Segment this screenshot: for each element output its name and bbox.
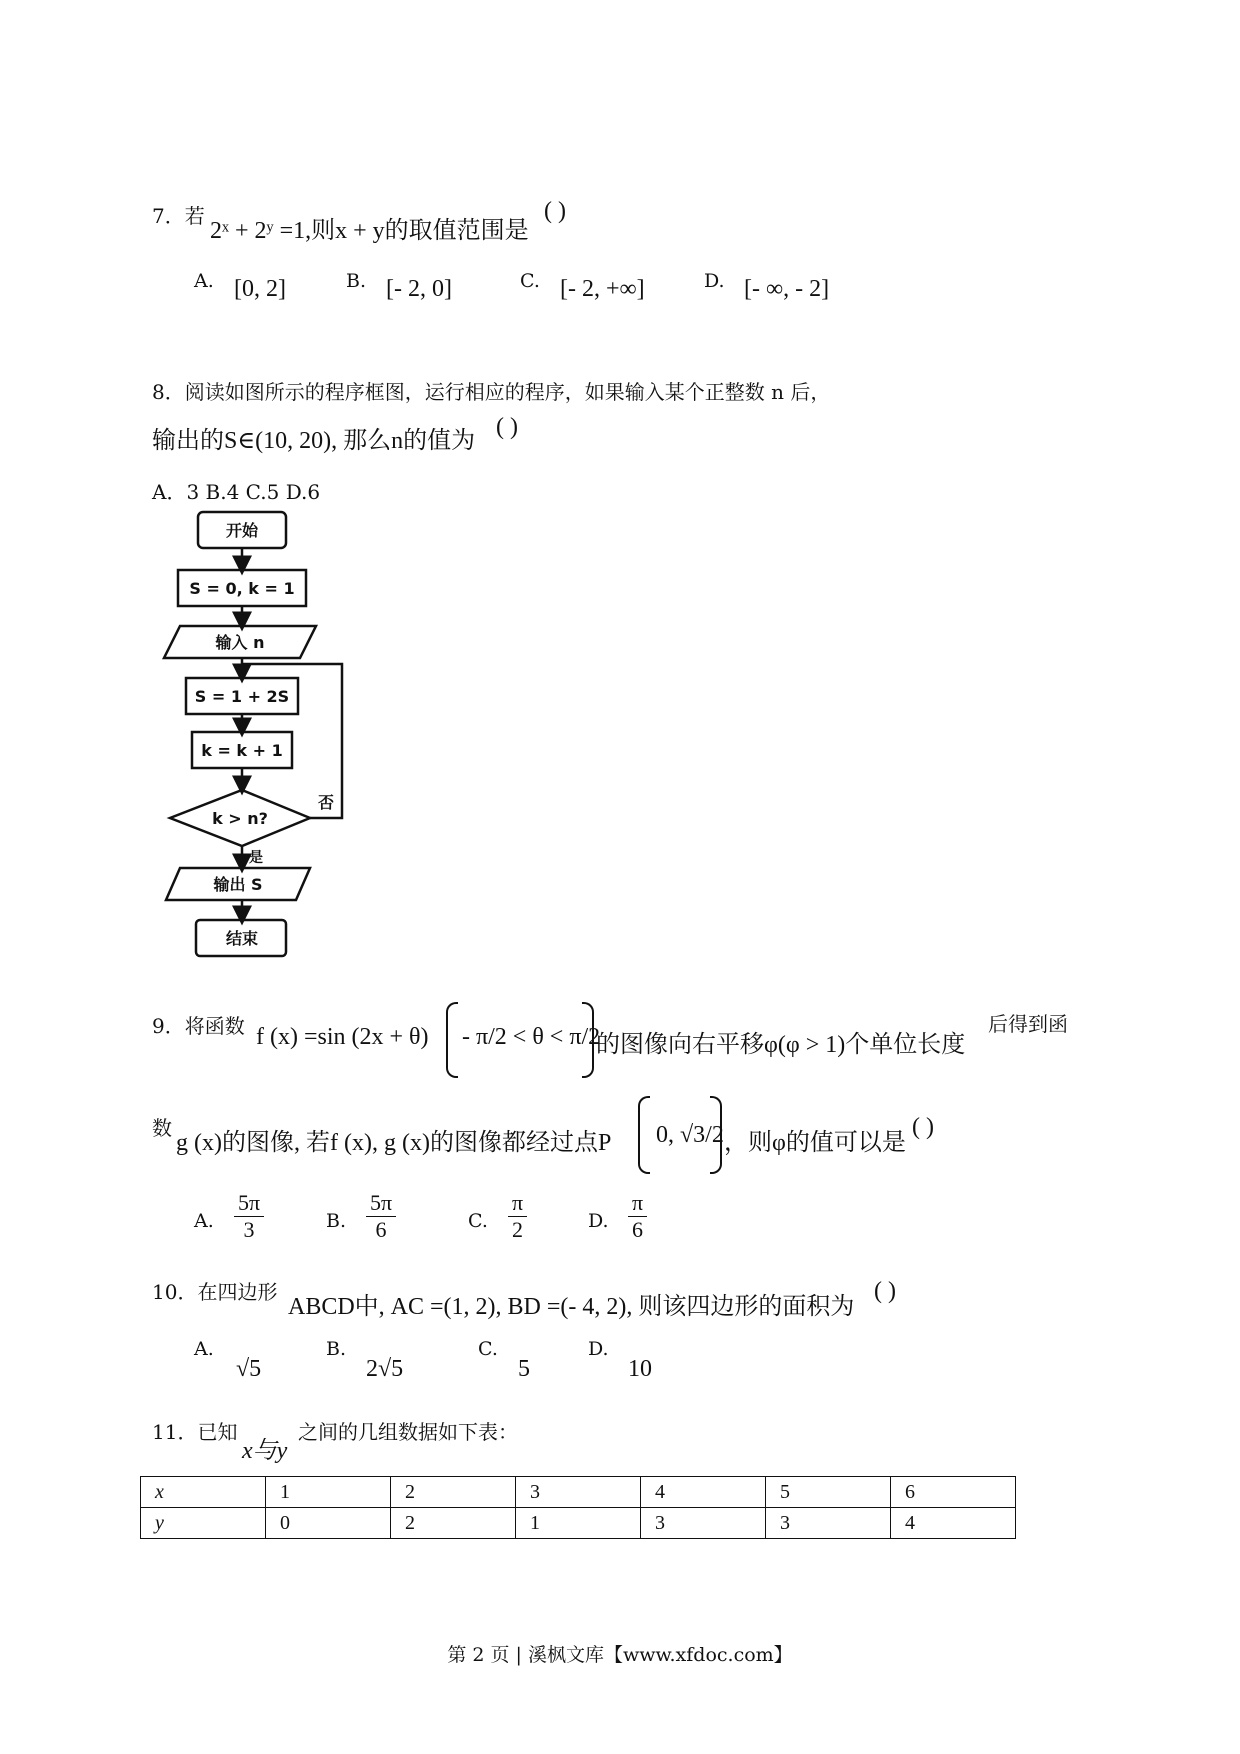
q9-option-b-value: $\frac{5\pi}{6}$ — [366, 1190, 396, 1243]
flow-yes-label: 是 — [249, 850, 263, 866]
table-cell: 5 — [766, 1477, 891, 1508]
flow-end-text: 结束 — [225, 929, 259, 948]
table-cell: 3 — [516, 1477, 641, 1508]
q9-tail: 后得到函 — [988, 1012, 1068, 1036]
flow-input-text: 输入 n — [215, 633, 265, 652]
q9-function: f (x) =sin (2x + θ) — [256, 1024, 429, 1050]
q8-options: A．3 B.4 C.5 D.6 — [152, 480, 321, 504]
q9-number: 9．将函数 — [152, 1014, 245, 1038]
q7-option-d-value: [- ∞, - 2] — [744, 276, 830, 302]
q11-tail: 之间的几组数据如下表： — [298, 1420, 518, 1444]
flow-step2-text: k = k + 1 — [201, 741, 283, 760]
q9-line2-body: g (x)的图像, 若f (x), g (x)的图像都经过点P — [176, 1130, 612, 1156]
q10-option-b-value: 2√5 — [366, 1356, 404, 1382]
q9-paren: ( ) — [912, 1114, 934, 1140]
q9-option-c-value: $\frac{\pi}{2}$ — [508, 1190, 527, 1243]
table-row — [141, 1508, 1016, 1539]
table-cell: 1 — [266, 1477, 391, 1508]
q10-option-a-label: A. — [194, 1338, 214, 1360]
q10-number: 10．在四边形 — [152, 1280, 278, 1304]
page-footer: 第 2 页 | 溪枫文库【www.xfdoc.com】 — [447, 1644, 793, 1666]
flow-cond-text: k > n? — [212, 809, 268, 828]
q9-range: - π/2 < θ < π/2 — [462, 1024, 601, 1050]
q9-option-d-label: D. — [588, 1210, 609, 1232]
table-cell: 4 — [641, 1477, 766, 1508]
q9-line2-start: 数 — [152, 1116, 172, 1140]
q8-line2: 输出的S∈(10, 20), 那么n的值为 — [152, 428, 476, 454]
table-cell: 3 — [641, 1508, 766, 1539]
q9-point-right-paren — [710, 1096, 722, 1174]
q9-option-a-label: A. — [194, 1210, 214, 1232]
flow-init-text: S = 0, k = 1 — [189, 579, 295, 598]
q9-line2-end: ，则φ的值可以是 — [724, 1130, 906, 1156]
q7-option-c-label: C. — [520, 270, 540, 292]
q9-point: 0, √3/2 — [656, 1122, 724, 1148]
q9-range-left-paren — [446, 1002, 458, 1078]
q10-paren: ( ) — [874, 1278, 896, 1304]
q7-option-b-label: B. — [346, 270, 367, 292]
q7-option-d-label: D. — [704, 270, 725, 292]
q9-option-c-label: C. — [468, 1210, 488, 1232]
table-cell: 3 — [766, 1508, 891, 1539]
q9-option-d-value: $\frac{\pi}{6}$ — [628, 1190, 647, 1243]
flow-output-text: 输出 S — [213, 875, 263, 894]
q7-condition: 2ˣ + 2ʸ =1,则x + y的取值范围是 — [210, 218, 529, 244]
table-row — [141, 1477, 1016, 1508]
table-row-header: x — [141, 1477, 266, 1508]
q9-option-a-value: $\frac{5\pi}{3}$ — [234, 1190, 264, 1243]
q8-paren: ( ) — [496, 414, 518, 440]
q9-point-left-paren — [638, 1096, 650, 1174]
table-cell: 1 — [516, 1508, 641, 1539]
q10-body: ABCD中, AC =(1, 2), BD =(- 4, 2), 则该四边形的面积为 — [288, 1294, 855, 1320]
q10-option-a-value: √5 — [236, 1356, 262, 1382]
q7-option-b-value: [- 2, 0] — [386, 276, 452, 302]
q7-option-a-label: A. — [194, 270, 214, 292]
table-cell: 2 — [391, 1477, 516, 1508]
q9-shift: 的图像向右平移φ(φ > 1)个单位长度 — [596, 1032, 966, 1058]
q9-range-right-paren — [582, 1002, 594, 1078]
q7-option-c-value: [- 2, +∞] — [560, 276, 645, 302]
flow-no-label: 否 — [317, 793, 335, 812]
q7-option-a-value: [0, 2] — [234, 276, 286, 302]
flow-step1-text: S = 1 + 2S — [194, 687, 290, 706]
table-cell: 4 — [891, 1508, 1016, 1539]
q7-paren: ( ) — [544, 198, 566, 224]
table-cell: 6 — [891, 1477, 1016, 1508]
q10-option-c-value: 5 — [518, 1356, 530, 1382]
q10-option-d-label: D. — [588, 1338, 609, 1360]
table-cell: 0 — [266, 1508, 391, 1539]
table-row-header: y — [141, 1508, 266, 1539]
q10-option-d-value: 10 — [628, 1356, 652, 1382]
q11-vars: x与y — [242, 1438, 288, 1464]
q7-number: 7．若 — [152, 204, 205, 228]
table-cell: 2 — [391, 1508, 516, 1539]
q11-number: 11．已知 — [152, 1420, 238, 1444]
q9-option-b-label: B. — [326, 1210, 347, 1232]
q8-flowchart — [150, 506, 410, 968]
q8-line1: 8．阅读如图所示的程序框图，运行相应的程序，如果输入某个正整数 n 后， — [152, 380, 831, 404]
q11-data-table — [140, 1476, 1016, 1539]
flow-start-text: 开始 — [225, 521, 259, 540]
q10-option-b-label: B. — [326, 1338, 347, 1360]
q10-option-c-label: C. — [478, 1338, 498, 1360]
